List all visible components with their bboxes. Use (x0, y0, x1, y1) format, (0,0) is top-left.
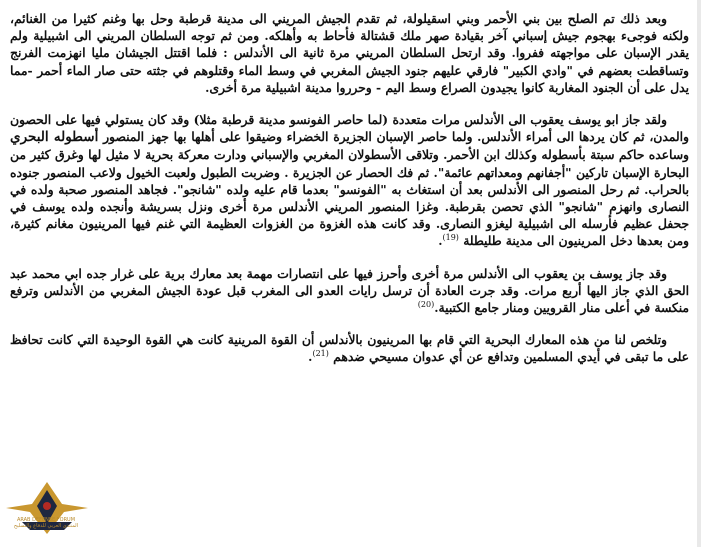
paragraph-4: وتلخص لنا من هذه المعارك البحرية التي قام بها المرينيون بالأندلس أن القوة المرينية كانت هي القوة الوحيدة التي كانت تحافظ على ما تبقى في أيدي المسلمين وتدافع عن أي عدوان مسيحي ضدهم $^{(21)}$. (10, 332, 689, 365)
page-right-edge (697, 0, 701, 547)
watermark-caption-block (0, 517, 92, 529)
paragraph-2-text-end: وساعده حاكم سبتة بأسطوله وكذلك ابن الأحمر. وتلاقى الأسطولان المغربي والإسباني ودارت معركة بحرية لا مثيل لها وغرق كثير من البحارة الإسبان تاركين "أجفانهم ومعداتهم عائمة". ثم فك الحصار عن الجزيرة . وضربت الطبول ولعبت الخيول ولاعب المنصور جنوده بالحراب. ثم رحل المنصور الى الأندلس بعد أن استغاث به "الفونسو" بعدما قام عليه ولده "شانجو". فجاهد المنصور صحبة ولده في النصارى وانهزم "شانجو" الذي تحصن بقرطبة. وغزا المنصور المريني الأندلس مرة أخرى ونزل بسريشة وأنجده ولده يوسف في جحفل عظيم فأرسله الى اشبيلية ليغزو النصارى. وقد كانت هذه الغزوة من الغزوات العظيمة التي غنم فيها المرينيون مغانم كثيرة، ومن بعدها دخل المرينيون الى مدينة طليطلة (10, 147, 689, 249)
paragraph-2: ولقد جاز ابو يوسف يعقوب الى الأندلس مرات متعددة (لما حاصر الفونسو مدينة قرطبة مثلا) وقد كان يستولي فيها على الحصون والمدن، ثم كان يردها الى أمراء الأندلس. ولما حاصر الإسبان الجزيرة الخضراء وضيقوا على أهلها بها جهز المنصور أسطوله البحري وساعده حاكم سبتة بأسطوله وكذلك ابن الأحمر. وتلاقى الأسطولان المغربي والإسباني ودارت معركة بحرية لا مثيل لها وغرق كثير من البحارة الإسبان تاركين "أجفانهم ومعداتهم عائمة". ثم فك الحصار عن الجزيرة . وضربت الطبول ولعبت الخيول ولاعب المنصور جنوده بالحراب. ثم رحل المنصور الى الأندلس بعد أن استغاث به "الفونسو" بعدما قام عليه ولده "شانجو". فجاهد المنصور صحبة ولده في النصارى وانهزم "شانجو" الذي تحصن بقرطبة. وغزا المنصور المريني الأندلس مرة أخرى ونزل بسريشة وأنجده ولده يوسف في جحفل عظيم فأرسله الى اشبيلية ليغزو النصارى. وقد كانت هذه الغزوة من الغزوات العظيمة التي غنم فيها المرينيون مغانم كثيرة، ومن بعدها دخل المرينيون الى مدينة طليطلة $^{(19)}$. (10, 112, 689, 249)
paragraph-1 (10, 10, 689, 96)
paragraph-2-emphasis: أسطوله البحري (10, 129, 99, 146)
paragraph-4-text: وتلخص لنا من هذه المعارك البحرية التي قام بها المرينيون بالأندلس أن القوة المرينية كانت هي القوة الوحيدة التي كانت تحافظ على ما تبقى في أيدي المسلمين وتدافع عن أي عدوان مسيحي ضدهم (10, 332, 689, 365)
paragraph-3 (10, 265, 689, 317)
paragraph-3-text: وقد جاز يوسف بن يعقوب الى الأندلس مرة أخرى وأحرز فيها على انتصارات مهمة بعد معارك برية على غرار جده ابي محمد عبد الحق الذي جاز اليها أربع مرات. وقد جرت العادة أن ترسل رايات العدو الى المغرب قبل عودة الجيش المغربي من الأندلس وترفع منكسة في أعلى منار القرويين ومنار جامع الكتبية. (10, 265, 689, 316)
watermark-logo (2, 474, 92, 546)
watermark-subcaption: المنتدى العربي للدفاع والتسليح (13, 523, 79, 529)
paragraph-2-text-start: ولقد جاز ابو يوسف يعقوب الى الأندلس مرات متعددة (لما حاصر الفونسو مدينة قرطبة مثلا) وقد كان يستولي فيها على الحصون والمدن، ثم كان يردها الى أمراء الأندلس. ولما حاصر الإسبان الجزيرة الخضراء وضيقوا على أهلها بها جهز المنصور (10, 112, 689, 145)
watermark-caption: ARAB DEFENSE FORUM (16, 517, 76, 523)
footnote-ref-19: (19) (442, 233, 459, 243)
paragraph-1-text: وبعد ذلك تم الصلح بين بني الأحمر وبني اسقيلولة، ثم تقدم الجيش المريني الى مدينة قرطبة وحل بها وغنم كثيرا من الغنائم، ولكنه فوجىء بهجوم جيش إسباني آخر بقيادة صهر ملك قشتالة فأحاط به وأهلكه. ومن ثم توجه السلطان المريني الى اشبيلية ولم يقدر الإسبان على مواجهته ففروا. وقد ارتحل السلطان المريني مرة ثانية الى الأندلس : فلما اقتتل الجيشان مليا انهزمت الفرنج وتساقطت بعضهم في "وادي الكبير" فارقي عليهم جنود الجيش المغربي في وسط الماء وقتلوهم في جثته حتى صار الماء أحمر -مما يدل على أن الجنود المغاربة كانوا يجيدون الصراع وسط اليم - وحرروا مدينة اشبيلية مرة أخرى. (10, 11, 689, 95)
logo-red-center (43, 502, 51, 510)
footnote-ref-21: (21) (312, 349, 329, 359)
footnote-ref-20: (20) (417, 299, 435, 309)
